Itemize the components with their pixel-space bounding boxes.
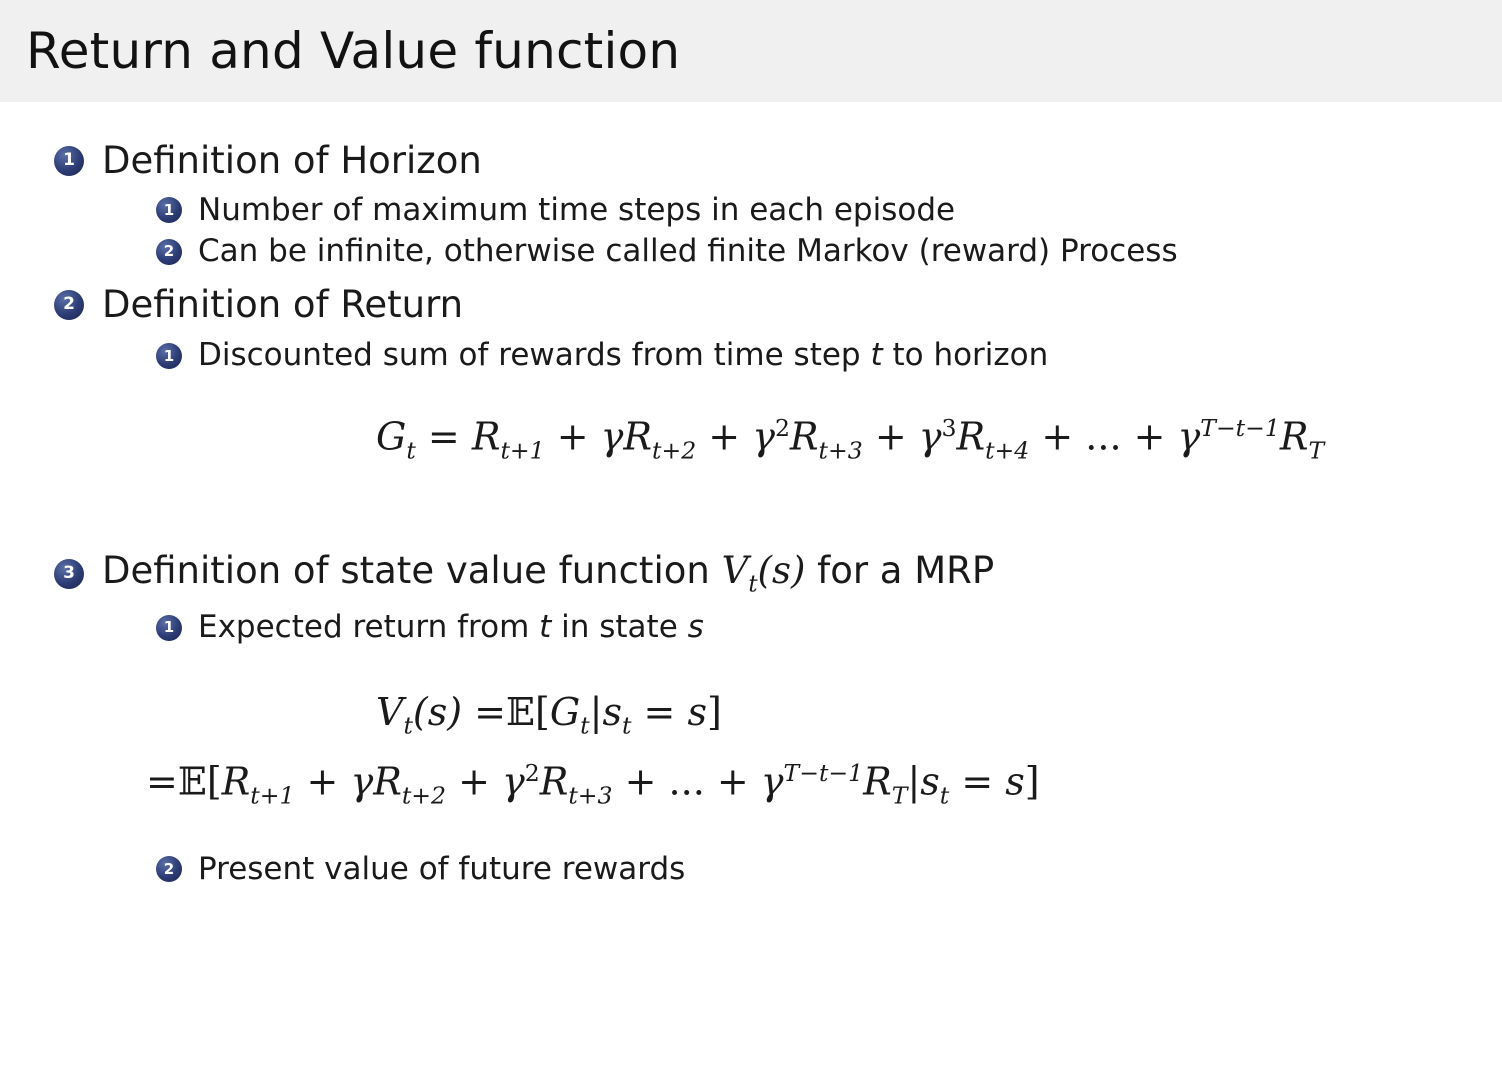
- equation-return: $G_t = R_{t+1} + \gamma R_{t+2} + \gamma^2R_{t+3} + \gamma^3R_{t+4}$ + ... + $\gamma^{T-t-1}R_T$: [376, 414, 1325, 465]
- bullet-marker: 1: [54, 146, 84, 176]
- list-item: [156, 338, 1462, 374]
- page-title: Return and Value function: [26, 22, 681, 80]
- list-item-label: [198, 610, 704, 646]
- text-fragment: Definition of state value function: [102, 549, 722, 593]
- list-item: [54, 550, 1462, 598]
- math-symbol-s: s: [687, 609, 704, 646]
- bullet-marker: 1: [156, 615, 182, 641]
- text-fragment: Expected return from: [198, 609, 540, 646]
- list-item-label: Present value of future rewards: [198, 850, 686, 887]
- math-state-value-function: $V_t(s)$: [721, 549, 806, 598]
- equation-value-line2: $=𝔼[R_{t+1} + \gamma R_{t+2} + \gamma^2R_{t+3}$ + ... + $\gamma^{T-t-1}R_T|s_t = s$]: [146, 759, 1040, 810]
- text-fragment: Discounted sum of rewards from time step: [198, 337, 871, 374]
- spacer: [46, 464, 1462, 550]
- list-item: [156, 852, 1462, 888]
- list-item: [156, 234, 1462, 270]
- text-fragment: in state: [551, 609, 688, 646]
- bullet-marker: 2: [156, 239, 182, 265]
- list-item-label: Number of maximum time steps in each episode: [198, 191, 956, 228]
- list-item-label: [198, 338, 1048, 374]
- bullet-marker: 2: [54, 290, 84, 320]
- list-item-label: Definition of Return: [102, 282, 464, 326]
- text-fragment: to horizon: [882, 337, 1049, 374]
- math-symbol-t: t: [539, 609, 552, 646]
- text-fragment: for a MRP: [805, 549, 995, 593]
- list-item-label: Definition of Horizon: [102, 139, 482, 182]
- list-item: [54, 284, 1462, 327]
- list-item: [54, 140, 1462, 183]
- bullet-marker: 3: [54, 559, 84, 589]
- bullet-marker: 1: [156, 197, 182, 223]
- list-item-label: Can be infinite, otherwise called finite Markov (reward) Process: [198, 233, 1178, 270]
- equation-value-line1: $V_t(s)$ $=𝔼[G_t|s_t = s]$: [376, 689, 722, 740]
- list-item-label: [102, 550, 994, 598]
- slide-body: [0, 102, 1502, 887]
- bullet-marker: 1: [156, 343, 182, 369]
- bullet-marker: 2: [156, 856, 182, 882]
- list-item: [156, 610, 1462, 646]
- math-symbol-t: t: [870, 337, 883, 374]
- list-item: [156, 193, 1462, 229]
- slide-title-bar: [0, 0, 1502, 102]
